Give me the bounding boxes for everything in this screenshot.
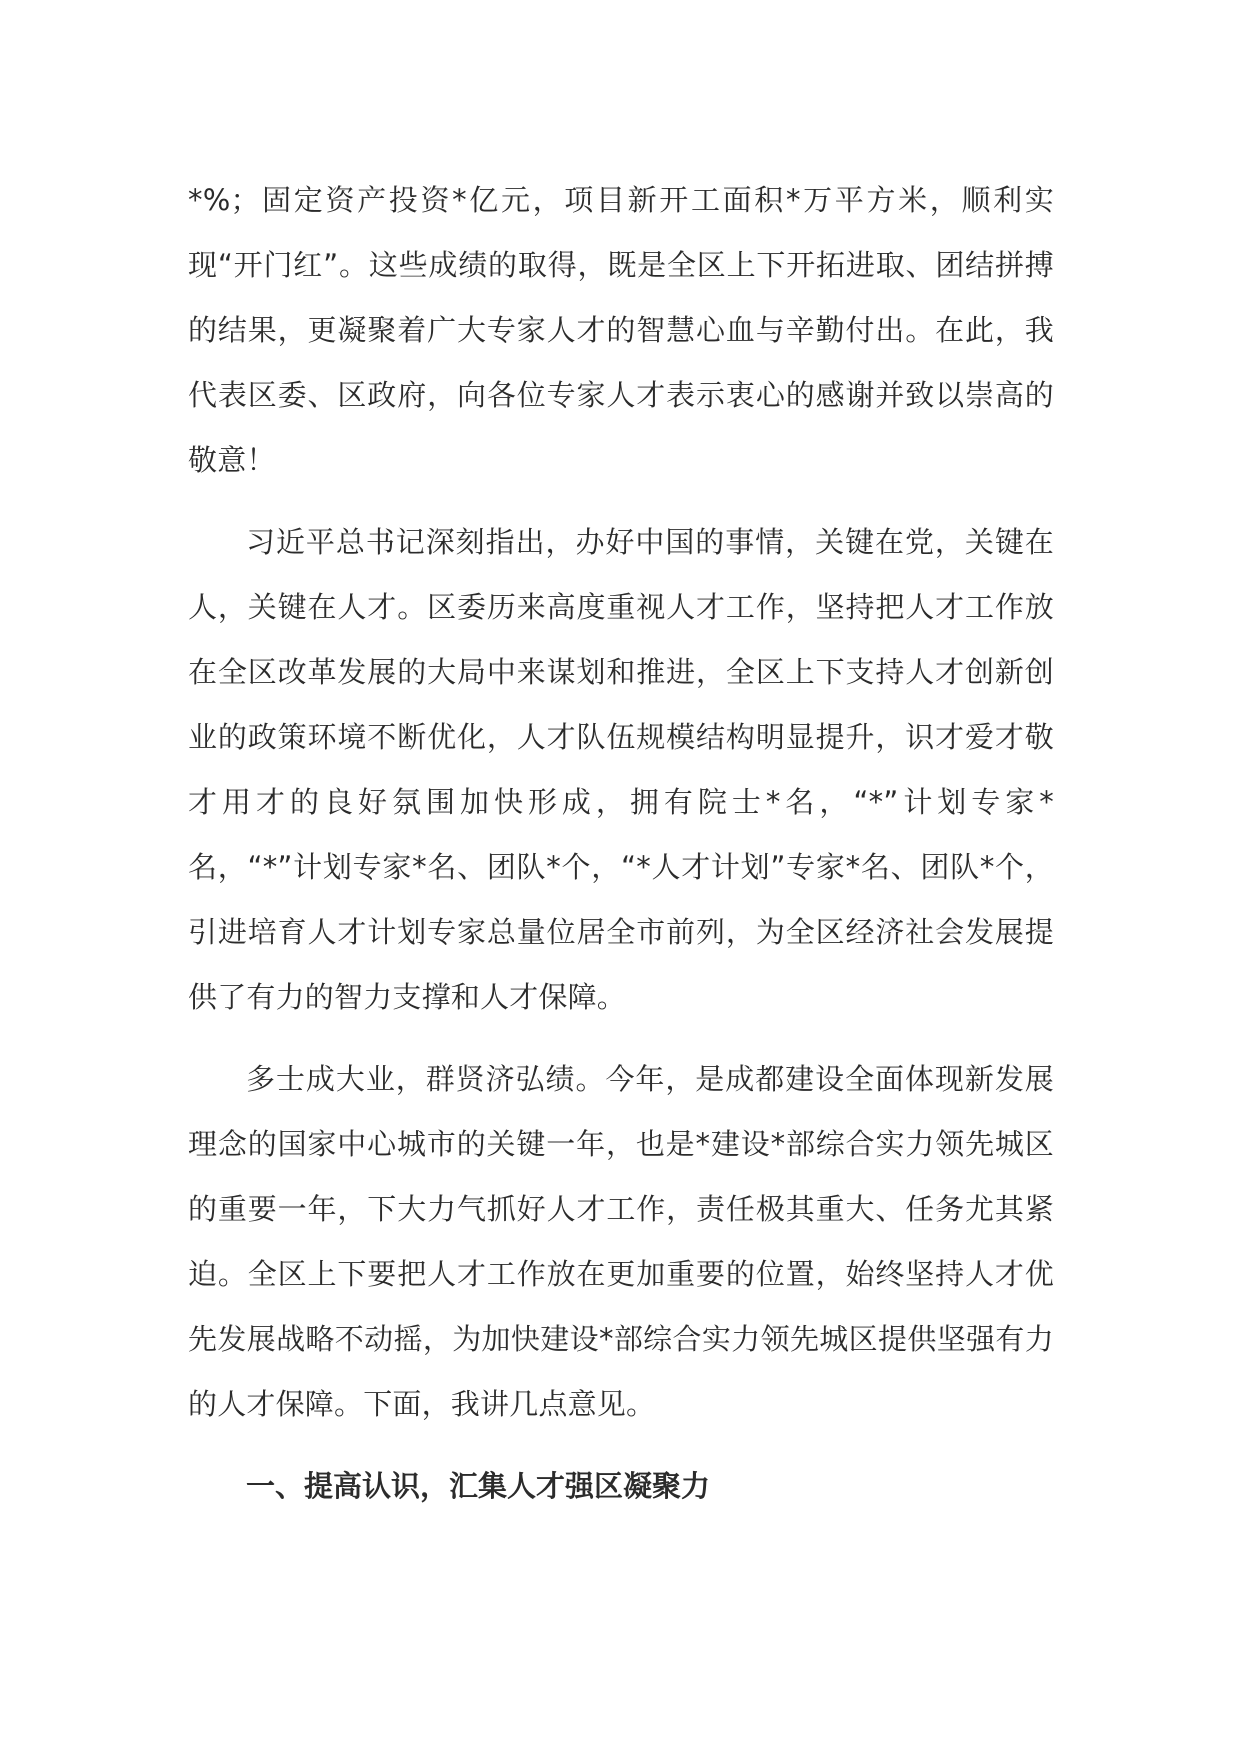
- paragraph-1: *%；固定资产投资*亿元，项目新开工面积*万平方米，顺利实现“开门红”。这些成绩的取得，既是全区上下开拓进取、团结拼搏的结果，更凝聚着广大专家人才的智慧心血与辛勤付出。在此，我代表区委、区政府，向各位专家人才表示衷心的感谢并致以崇高的敬意！: [188, 183, 1054, 477]
- paragraph-2: 习近平总书记深刻指出，办好中国的事情，关键在党，关键在人，关键在人才。区委历来高度重视人才工作，坚持把人才工作放在全区改革发展的大局中来谋划和推进，全区上下支持人才创新创业的政策环境不断优化，人才队伍规模结构明显提升，识才爱才敬才用才的良好氛围加快形成，拥有院士*名，“*”计划专家*名，“*”计划专家*名、团队*个，“*人才计划”专家*名、团队*个，引进培育人才计划专家总量位居全市前列，为全区经济社会发展提供了有力的智力支撑和人才保障。: [188, 525, 1054, 1014]
- section-heading: 一、提高认识，汇集人才强区凝聚力: [246, 1469, 711, 1503]
- document-body: [188, 168, 1054, 1519]
- paragraph-3: 多士成大业，群贤济弘绩。今年，是成都建设全面体现新发展理念的国家中心城市的关键一年，也是*建设*部综合实力领先城区的重要一年，下大力气抓好人才工作，责任极其重大、任务尤其紧迫。全区上下要把人才工作放在更加重要的位置，始终坚持人才优先发展战略不动摇，为加快建设*部综合实力领先城区提供坚强有力的人才保障。下面，我讲几点意见。: [188, 1062, 1054, 1421]
